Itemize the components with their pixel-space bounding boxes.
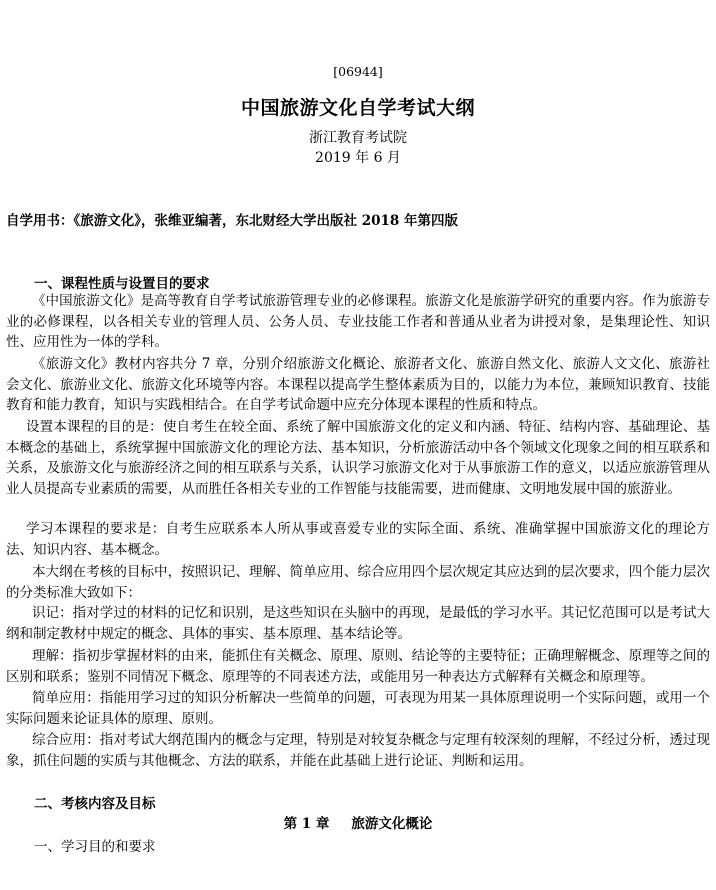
issuing-organization: 浙江教育考试院 (309, 130, 407, 146)
textbook-reference: 自学用书：《旅游文化》，张维亚编著，东北财经大学出版社 2018 年第四版 (6, 213, 458, 229)
paragraph: 《旅游文化》教材内容共分 7 章，分别介绍旅游文化概论、旅游者文化、旅游自然文化、旅游人文文化、旅游社会文化、旅游业文化、旅游文化环境等内容。本课程以提高学生整体素质为目的，以能力为本位，兼顾知识教育、技能教育和能力教育，知识与实践相结合。在自学考试命题中应充分体现本课程的性质和特点。 (6, 356, 710, 414)
course-code: [06944] (333, 64, 383, 79)
paragraph: 本大纲在考核的目标中，按照识记、理解、简单应用、综合应用四个层次规定其应达到的层次要求，四个能力层次的分类标准大致如下： (6, 564, 710, 601)
section-heading-assessment: 二、考核内容及目标 (34, 796, 156, 812)
paragraph-comprehensive-application: 综合应用：指对考试大纲范围内的概念与定理，特别是对较复杂概念与定理有较深刻的理解，不经过分析，透过现象，抓住问题的实质与其他概念、方法的联系，并能在此基础上进行论证、判断和运用。 (6, 732, 710, 769)
paragraph-recall: 识记：指对学过的材料的记忆和识别，是这些知识在头脑中的再现，是最低的学习水平。其记忆范围可以是考试大纲和制定教材中规定的概念、具体的事实、基本原理、基本结论等。 (6, 605, 710, 642)
section-heading-course-nature: 一、课程性质与设置目的要求 (34, 276, 210, 292)
paragraph-understanding: 理解：指初步掌握材料的由来，能抓住有关概念、原理、原则、结论等的主要特征；正确理解概念、原理等之间的区别和联系；鉴别不同情况下概念、原理等的不同表述方法，或能用另一种表达方式解释有关概念和原理等。 (6, 648, 710, 685)
issue-date: 2019 年 6 月 (315, 150, 401, 166)
subheading-learning-goals: 一、学习目的和要求 (34, 839, 156, 855)
chapter-heading (0, 812, 716, 832)
paragraph: 《中国旅游文化》是高等教育自学考试旅游管理专业的必修课程。旅游文化是旅游学研究的重要内容。作为旅游专业的必修课程，以各相关专业的管理人员、公务人员、专业技能工作者和普通从业者为讲授对象，是集理论性、知识性、应用性为一体的学科。 (6, 293, 710, 351)
chapter-number: 第 1 章 (283, 816, 330, 832)
document-title: 中国旅游文化自学考试大纲 (240, 97, 475, 119)
paragraph-simple-application: 简单应用：指能用学习过的知识分析解决一些简单的问题，可表现为用某一具体原理说明一个实际问题，或用一个实际问题来论证具体的原理、原则。 (6, 690, 710, 727)
paragraph: 学习本课程的要求是：自考生应联系本人所从事或喜爱专业的实际全面、系统、准确掌握中国旅游文化的理论方法、知识内容、基本概念。 (6, 521, 710, 558)
paragraph: 设置本课程的目的是：使自考生在较全面、系统了解中国旅游文化的定义和内涵、特征、结构内容、基础理论、基本概念的基础上，系统掌握中国旅游文化的理论方法、基本知识，分析旅游活动中各个领域文化现象之间的相互联系和关系，及旅游文化与旅游经济之间的相互联系与关系，认识学习旅游文化对于从事旅游工作的意义，以适应旅游管理从业人员提高专业素质的需要，从而胜任各相关专业的工作智能与技能需要，进而健康、文明地发展中国的旅游业。 (6, 419, 710, 497)
chapter-title: 旅游文化概论 (351, 816, 433, 832)
